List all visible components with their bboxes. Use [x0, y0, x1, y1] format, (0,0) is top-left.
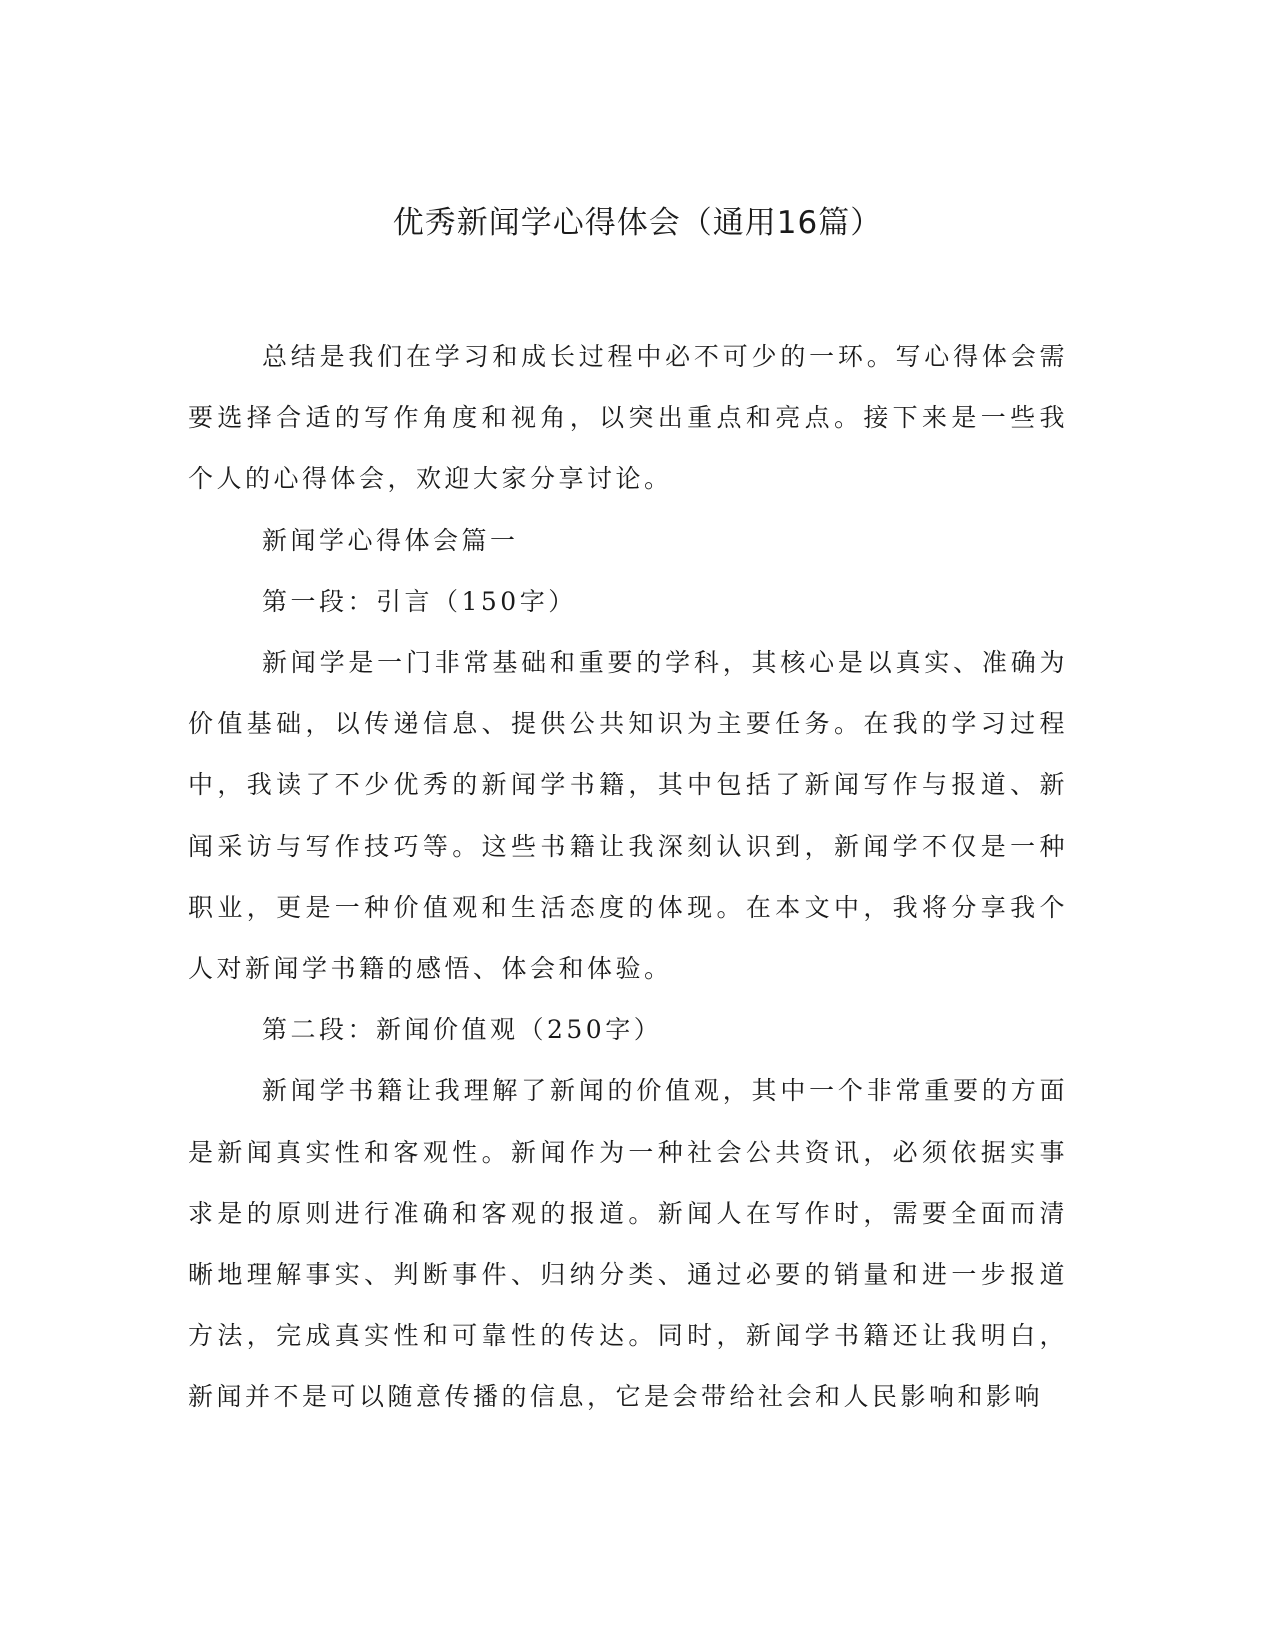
- subheading-news-values: 第二段：新闻价值观（250字）: [262, 1015, 663, 1045]
- document-title: 优秀新闻学心得体会（通用16篇）: [392, 205, 883, 241]
- body-paragraph-news-values: 新闻学书籍让我理解了新闻的价值观，其中一个非常重要的方面是新闻真实性和客观性。新闻作为一种社会公共资讯，必须依据实事求是的原则进行准确和客观的报道。新闻人在写作时，需要全面而清晰地理解事实、判断事件、归纳分类、通过必要的销量和进一步报道方法，完成真实性和可靠性的传达。同时，新闻学书籍还让我明白，新闻并不是可以随意传播的信息，它是会带给社会和人民影响和影响: [188, 1076, 1068, 1412]
- subheading-introduction: 第一段：引言（150字）: [262, 586, 577, 616]
- document-body: [188, 326, 1068, 1428]
- intro-paragraph: 总结是我们在学习和成长过程中必不可少的一环。写心得体会需要选择合适的写作角度和视角，以突出重点和亮点。接下来是一些我个人的心得体会，欢迎大家分享讨论。: [188, 342, 1068, 494]
- section-heading-part-one: 新闻学心得体会篇一: [262, 525, 519, 555]
- body-paragraph-introduction: 新闻学是一门非常基础和重要的学科，其核心是以真实、准确为价值基础，以传递信息、提供公共知识为主要任务。在我的学习过程中，我读了不少优秀的新闻学书籍，其中包括了新闻写作与报道、新闻采访与写作技巧等。这些书籍让我深刻认识到，新闻学不仅是一种职业，更是一种价值观和生活态度的体现。在本文中，我将分享我个人对新闻学书籍的感悟、体会和体验。: [188, 648, 1068, 984]
